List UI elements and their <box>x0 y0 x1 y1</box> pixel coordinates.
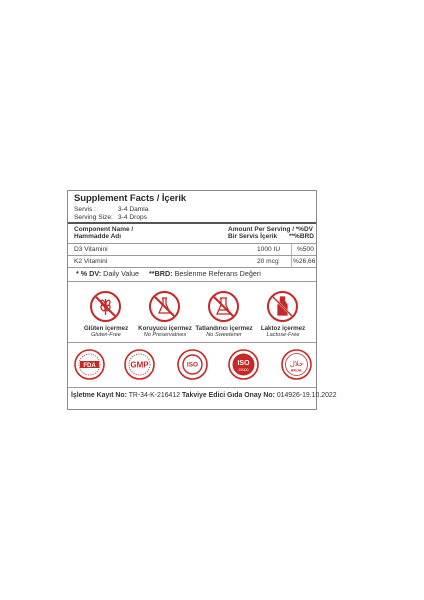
divider <box>68 267 316 268</box>
free-from-sub: No Preservatives <box>143 332 187 338</box>
table-cell-amount: 20 mcg <box>257 258 279 265</box>
badge-text: GMP <box>130 360 149 370</box>
table-cell-dv: %26,66 <box>293 258 316 265</box>
free-from-label: Laktoz içermez <box>260 325 306 332</box>
badge-text: ISO <box>186 361 199 369</box>
divider <box>68 281 316 282</box>
header-text: *%DV <box>295 226 313 233</box>
beaker-crossed-icon <box>208 291 239 322</box>
iso-certified-badge-icon <box>177 349 208 380</box>
header-component <box>74 226 133 241</box>
brd-note <box>149 269 261 278</box>
divider <box>68 387 316 388</box>
header-text: **%BRD <box>289 233 314 241</box>
serving-label: Servis : <box>74 206 96 213</box>
footer-key: İşletme Kayıt No: <box>71 392 127 399</box>
header-dv <box>289 226 313 241</box>
free-from-sub: Lactose-Free <box>266 332 300 338</box>
footer-key: Takviye Edici Gıda Onay No: <box>181 392 275 399</box>
header-text: Hammadde Adı <box>74 233 122 241</box>
free-from-label: Tatlandırıcı içermez <box>195 325 253 332</box>
fda-badge-icon <box>74 349 105 380</box>
serving-row-tr <box>74 206 149 213</box>
free-from-label: Koruyucu içermez <box>138 325 192 332</box>
milk-bottle-crossed-icon <box>267 291 298 322</box>
table-cell-name: D3 Vitamini <box>74 246 108 253</box>
badge-text: ISO <box>237 360 250 367</box>
registration-footer <box>71 392 337 399</box>
note-value: Daily Value <box>103 269 139 278</box>
serving-value: 3-4 Damla <box>118 206 149 213</box>
free-from-sub: No Sweetener <box>206 332 242 338</box>
badge-text: حلال <box>289 360 304 368</box>
dv-note <box>76 269 139 278</box>
footer-value: TR-34-K-216412 <box>128 392 181 399</box>
table-cell-dv: %500 <box>297 246 314 253</box>
iso-22000-badge-icon <box>228 349 259 380</box>
serving-label: Serving Size: <box>74 214 113 221</box>
footer-value: 014926-19.10.2022 <box>276 392 337 399</box>
gmp-badge-icon <box>124 349 155 380</box>
badge-subtext: HALAL <box>290 368 303 373</box>
header-amount <box>228 226 294 241</box>
divider <box>68 255 316 256</box>
serving-value: 3-4 Drops <box>118 214 147 221</box>
divider <box>68 243 316 244</box>
panel-title: Supplement Facts / İçerik <box>74 193 187 204</box>
table-cell-amount: 1000 IU <box>257 246 281 253</box>
table-cell-name: K2 Vitamini <box>74 258 108 265</box>
badge-text: FDA <box>83 362 96 369</box>
divider <box>68 342 316 343</box>
badge-subtext: 22000 <box>238 368 249 372</box>
header-text: Component Name / <box>74 226 134 233</box>
free-from-sub: Gluten-Free <box>91 332 121 338</box>
serving-row-en <box>74 214 147 221</box>
divider <box>68 222 316 224</box>
header-text: Amount Per Serving / <box>228 226 295 233</box>
wheat-crossed-icon <box>90 291 121 322</box>
halal-badge-icon <box>281 349 312 380</box>
supplement-facts-panel <box>67 190 337 410</box>
header-text: Bir Servis İçerik <box>228 233 278 241</box>
flask-crossed-icon <box>149 291 180 322</box>
note-value: Beslenme Referans Değeri <box>174 269 261 278</box>
note-key: **BRD: <box>149 269 173 278</box>
note-key: * % DV: <box>76 269 102 278</box>
free-from-label: Glüten içermez <box>83 325 129 332</box>
